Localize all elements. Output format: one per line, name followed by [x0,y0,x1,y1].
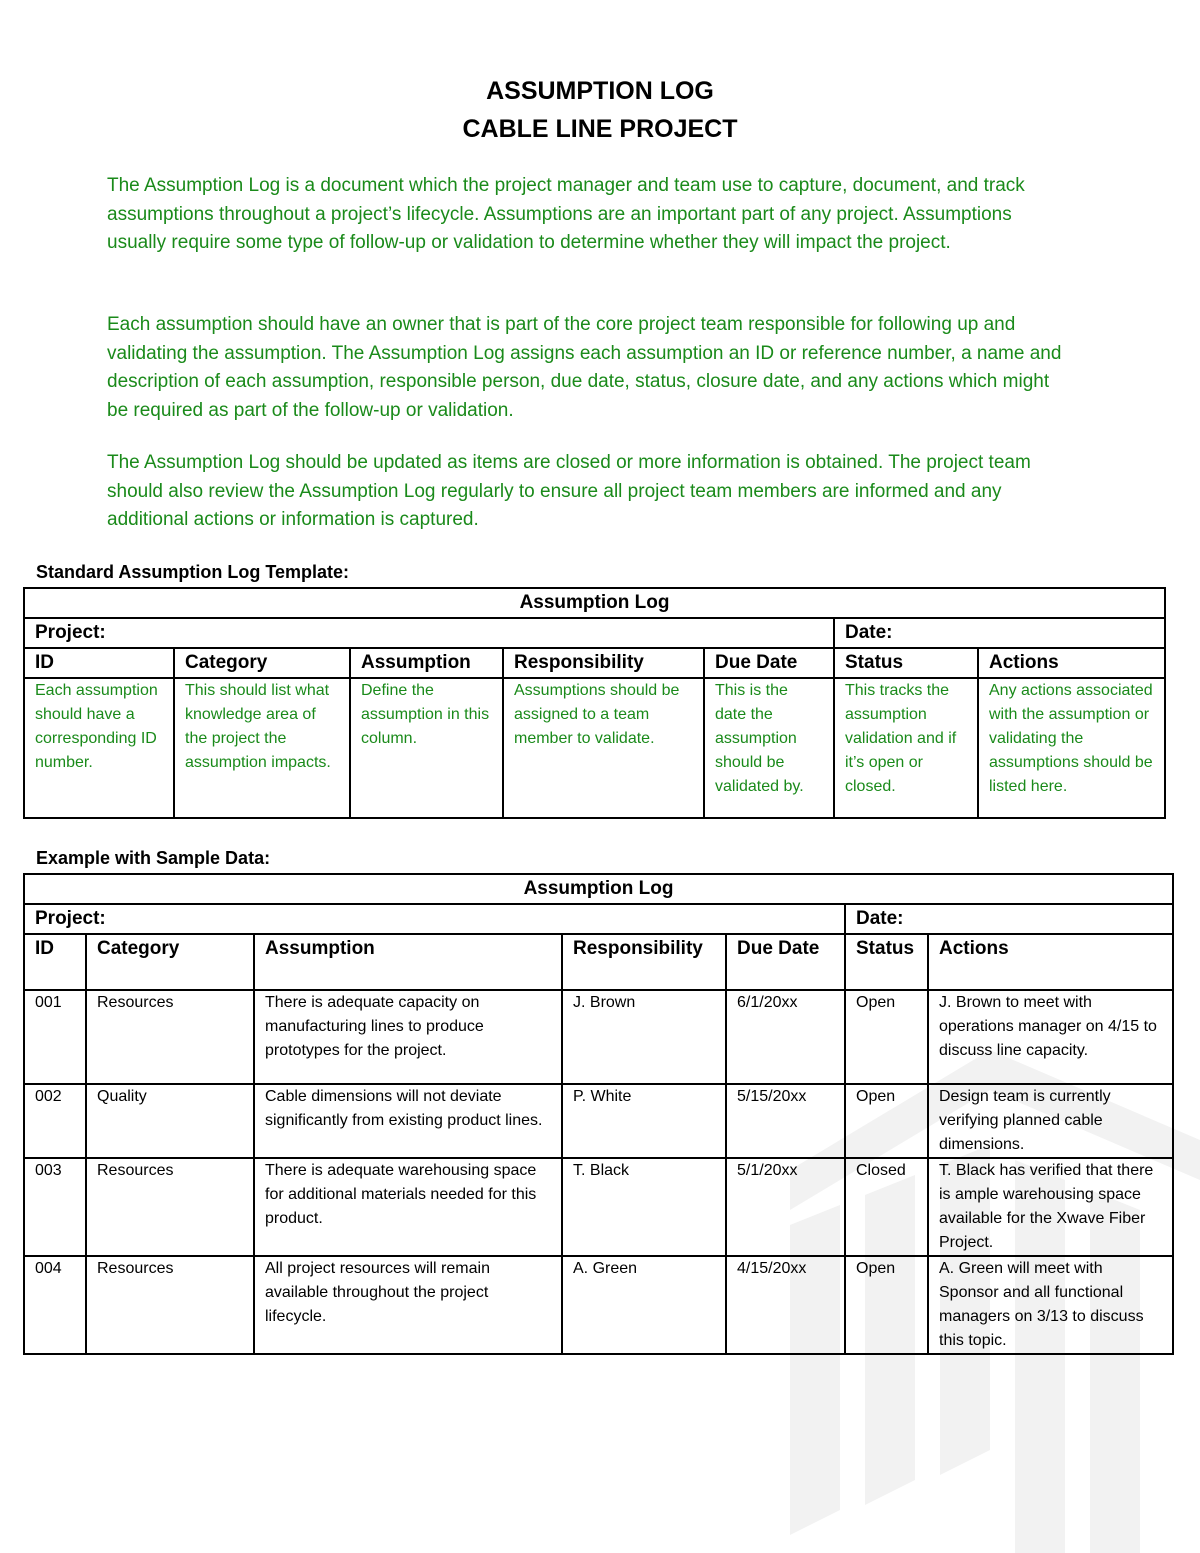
cell-id: 001 [24,990,86,1084]
cell-category: Resources [86,990,254,1084]
cell-id: 004 [24,1256,86,1354]
column-header: ID [24,934,86,990]
document-title: ASSUMPTION LOG [486,77,714,105]
guidance-cell: Each assumption should have a corresponding ID number. [24,678,174,818]
cell-responsibility: J. Brown [562,990,726,1084]
column-header: Responsibility [562,934,726,990]
intro-paragraph: Each assumption should have an owner that is part of the core project team responsible for following up and validating the assumption. The Assumption Log assigns each assumption an ID or reference number, a name and description of each assumption, responsible person, due date, status, closure date, and any actions which might be required as part of the follow-up or validation. [107,314,1062,421]
column-header: ID [24,648,174,678]
header-row [24,934,1173,990]
cell-responsibility: T. Black [562,1158,726,1256]
cell-responsibility: A. Green [562,1256,726,1354]
cell-id: 002 [24,1084,86,1158]
column-header: Category [174,648,350,678]
table-caption: Assumption Log [24,588,1165,618]
cell-responsibility: P. White [562,1084,726,1158]
column-header: Responsibility [503,648,704,678]
cell-assumption: Cable dimensions will not deviate significantly from existing product lines. [254,1084,562,1158]
column-header: Status [834,648,978,678]
cell-assumption: There is adequate warehousing space for additional materials needed for this product. [254,1158,562,1256]
date-label: Date: [845,904,1173,934]
cell-category: Resources [86,1256,254,1354]
cell-actions: Design team is currently verifying planned cable dimensions. [928,1084,1173,1158]
intro-paragraph: The Assumption Log is a document which the project manager and team use to capture, document, and track assumptions throughout a project’s lifecycle. Assumptions are an important part of any project. Assumptions usually require some type of follow-up or validation to determine whether they will impact the project. [107,175,1025,253]
table-caption: Assumption Log [24,874,1173,904]
column-header: Assumption [254,934,562,990]
project-label: Project: [24,618,834,648]
intro-paragraph: The Assumption Log should be updated as items are closed or more information is obtained. The project team should also review the Assumption Log regularly to ensure all project team members are informed and any additional actions or information is captured. [107,452,1031,530]
guidance-cell: Any actions associated with the assumption or validating the assumptions should be listed here. [978,678,1165,818]
guidance-cell: This is the date the assumption should be validated by. [704,678,834,818]
template-section-label: Standard Assumption Log Template: [36,562,350,582]
cell-assumption: All project resources will remain available throughout the project lifecycle. [254,1256,562,1354]
example-table [23,873,1174,1355]
column-header: Status [845,934,928,990]
header-row [24,648,1165,678]
column-header: Due Date [704,648,834,678]
guidance-cell: This should list what knowledge area of the project the assumption impacts. [174,678,350,818]
table-row [24,990,1173,1084]
cell-due-date: 6/1/20xx [726,990,845,1084]
guidance-cell: Assumptions should be assigned to a team member to validate. [503,678,704,818]
column-header: Due Date [726,934,845,990]
template-table [23,587,1166,819]
column-header: Actions [928,934,1173,990]
cell-category: Quality [86,1084,254,1158]
table-row [24,678,1165,818]
cell-actions: A. Green will meet with Sponsor and all functional managers on 3/13 to discuss this topic. [928,1256,1173,1354]
column-header: Assumption [350,648,503,678]
cell-due-date: 5/1/20xx [726,1158,845,1256]
cell-due-date: 4/15/20xx [726,1256,845,1354]
project-label: Project: [24,904,845,934]
document-subtitle: CABLE LINE PROJECT [462,115,738,143]
table-row [24,1084,1173,1158]
cell-status: Open [845,1256,928,1354]
column-header: Actions [978,648,1165,678]
table-row [24,1158,1173,1256]
example-section-label: Example with Sample Data: [36,848,271,868]
cell-due-date: 5/15/20xx [726,1084,845,1158]
cell-id: 003 [24,1158,86,1256]
date-label: Date: [834,618,1165,648]
cell-category: Resources [86,1158,254,1256]
guidance-cell: Define the assumption in this column. [350,678,503,818]
cell-status: Closed [845,1158,928,1256]
guidance-cell: This tracks the assumption validation and if it’s open or closed. [834,678,978,818]
column-header: Category [86,934,254,990]
cell-status: Open [845,1084,928,1158]
table-row [24,1256,1173,1354]
cell-assumption: There is adequate capacity on manufacturing lines to produce prototypes for the project. [254,990,562,1084]
cell-status: Open [845,990,928,1084]
cell-actions: J. Brown to meet with operations manager on 4/15 to discuss line capacity. [928,990,1173,1084]
cell-actions: T. Black has verified that there is ample warehousing space available for the Xwave Fiber Project. [928,1158,1173,1256]
